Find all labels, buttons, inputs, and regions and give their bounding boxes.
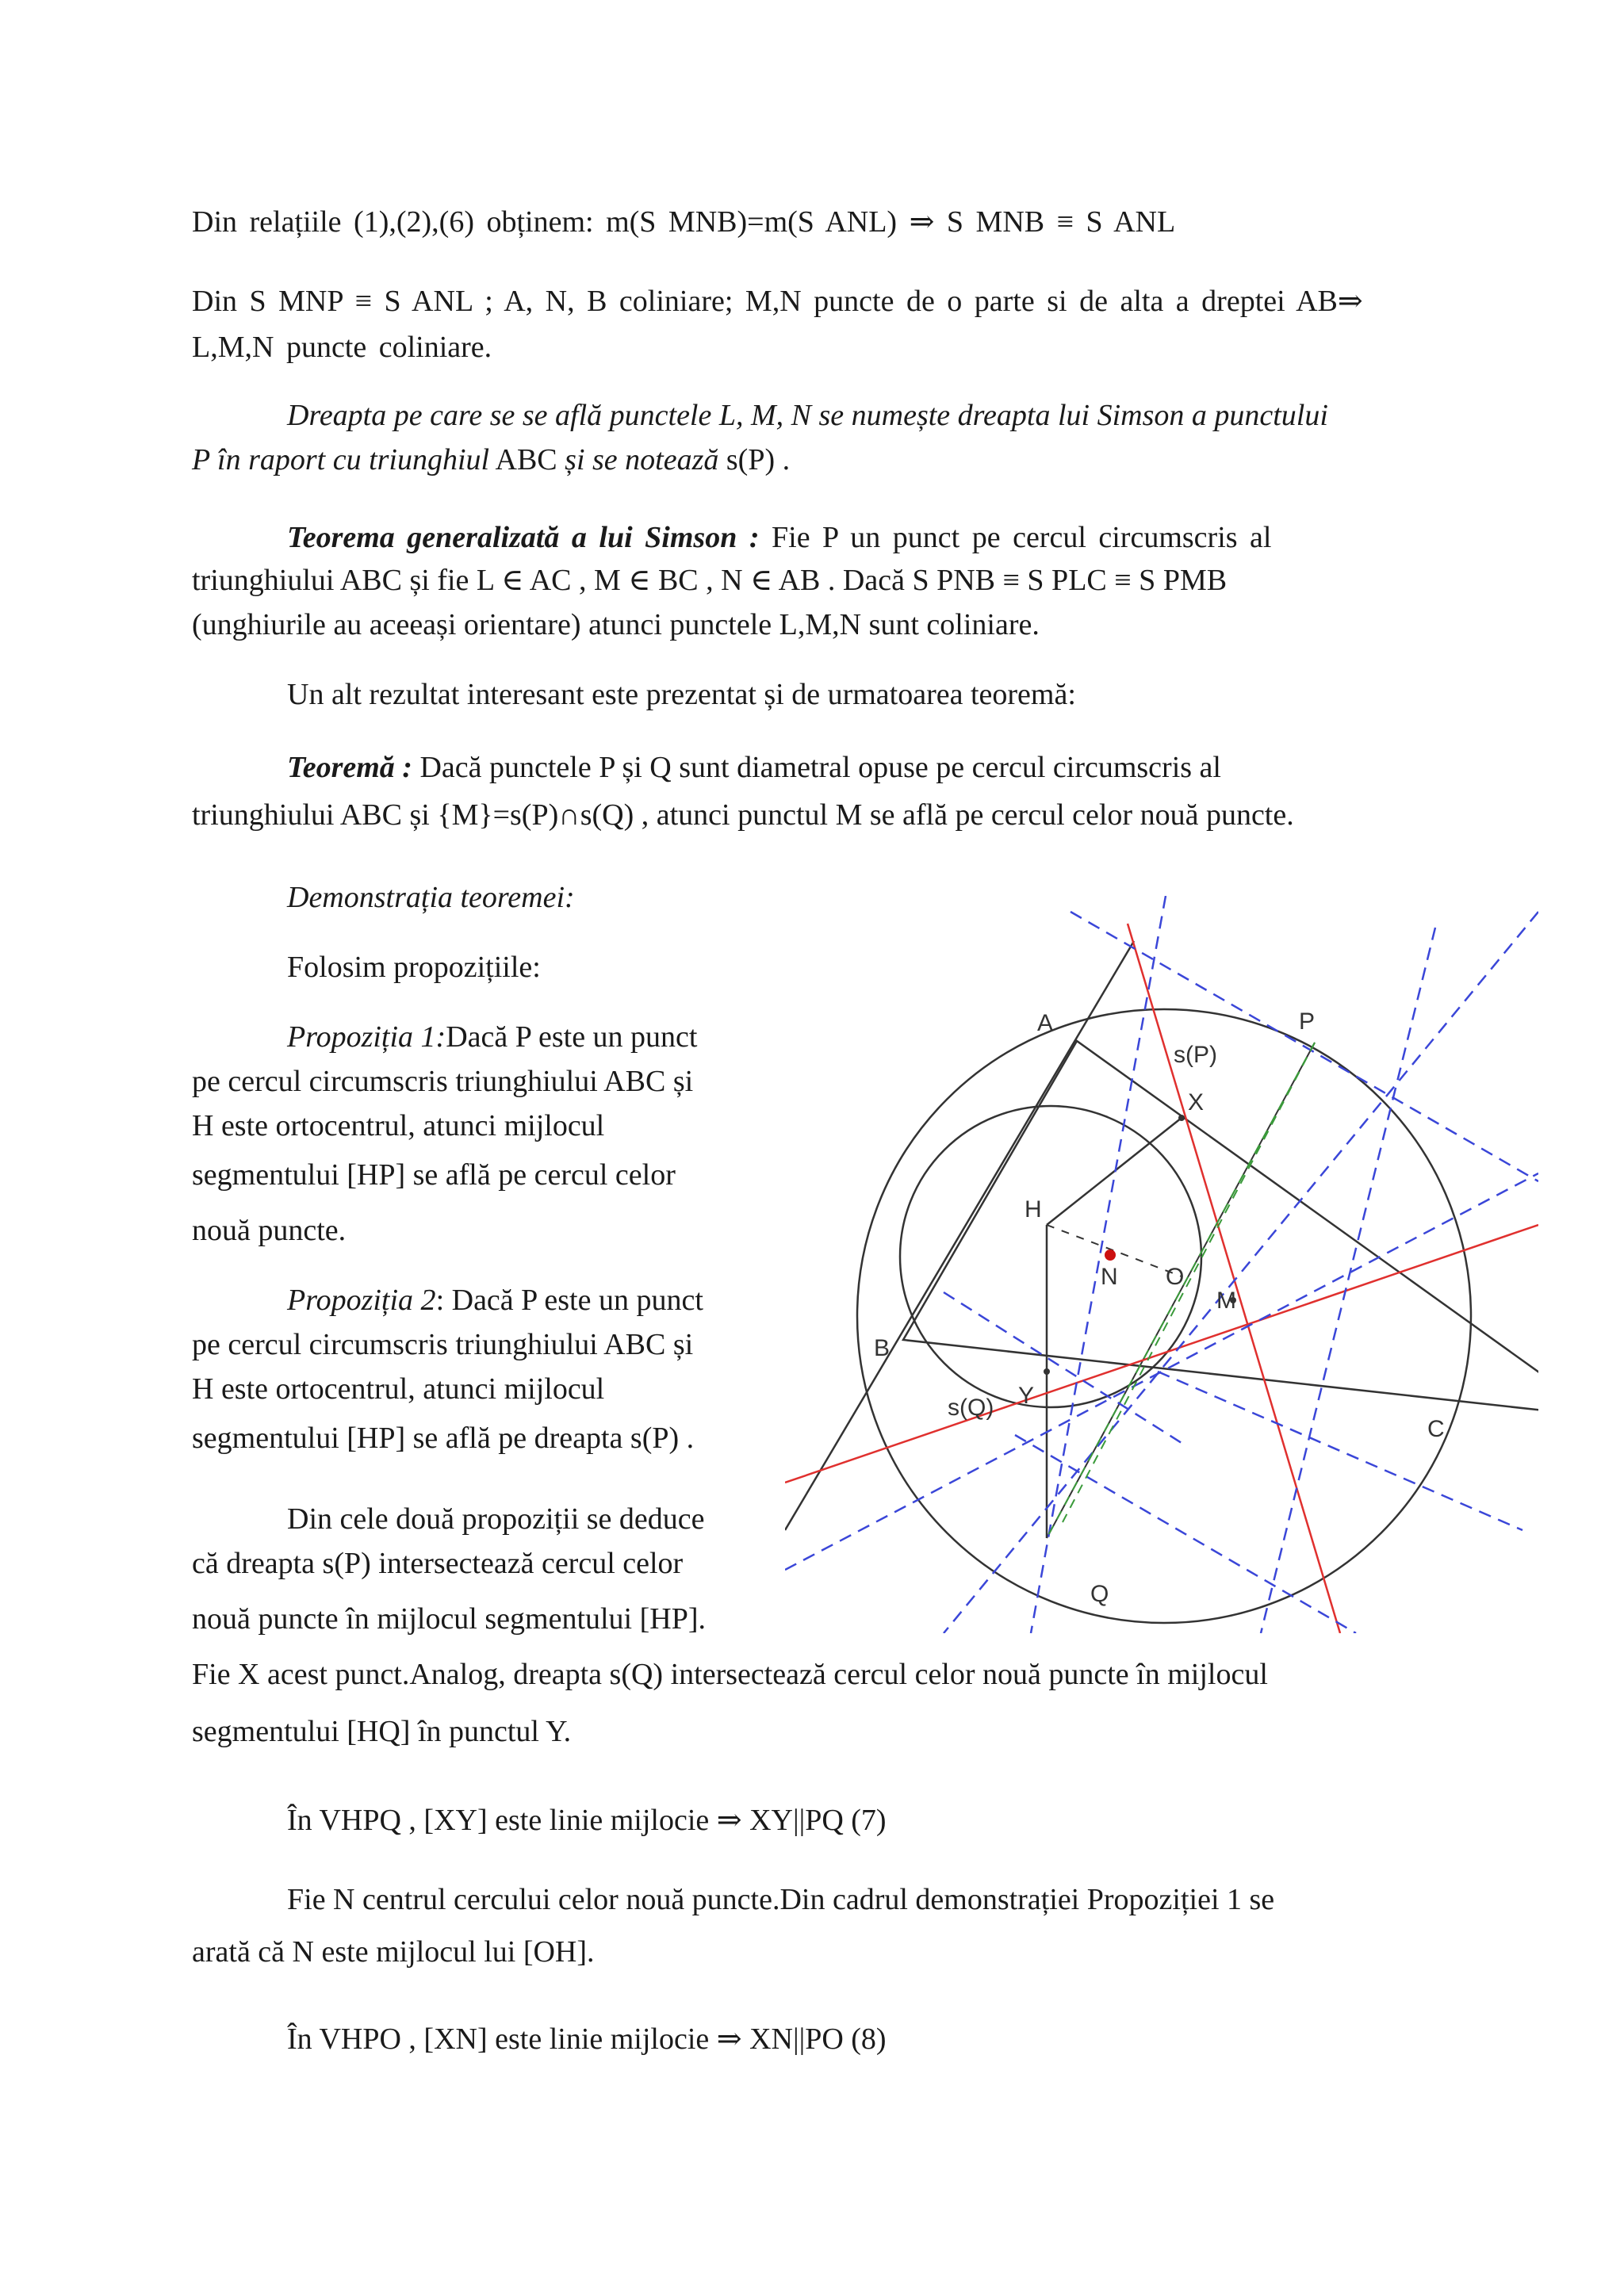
deduce-line-4: Fie X acest punct.Analog, dreapta s(Q) intersectează cercul celor nouă puncte în mijlocul — [192, 1658, 1268, 1691]
text-line-5 — [192, 438, 790, 482]
simson-figure — [785, 896, 1538, 1633]
prop2-line-1 — [287, 1278, 703, 1322]
circumcircle — [857, 1009, 1471, 1623]
text-line-7: triunghiului ABC și fie L ∈ AC , M ∈ BC , N ∈ AB . Dacă S PNB ≡ S PLC ≡ S PMB — [192, 564, 1228, 597]
deduce-line-1: Din cele două propoziții se deduce — [287, 1502, 705, 1536]
prop1-line-1 — [287, 1015, 698, 1059]
text-line-12: Demonstrația teoremei: — [287, 881, 575, 914]
theorem-title: Teorema generalizată a lui Simson : — [287, 521, 760, 554]
line-ab-extended — [785, 941, 1134, 1530]
segment-hx — [1047, 1118, 1182, 1225]
prop2-line-4: segmentului [HP] se află pe dreapta s(P) . — [192, 1422, 695, 1455]
point-n — [1105, 1249, 1116, 1261]
deduce-line-5: segmentului [HQ] în punctul Y. — [192, 1715, 572, 1748]
text-line-e3: arată că N este mijlocul lui [OH]. — [192, 1935, 595, 1969]
point-y — [1044, 1368, 1050, 1375]
prop1-line-5: nouă puncte. — [192, 1214, 347, 1247]
deduce-line-3: nouă puncte în mijlocul segmentului [HP]. — [192, 1602, 707, 1636]
label-o: O — [1166, 1264, 1185, 1290]
prop2-label: Propoziția 2 — [287, 1284, 436, 1317]
prop2-line-3: H este ortocentrul, atunci mijlocul — [192, 1372, 605, 1406]
text-line-5c: și se notează — [565, 443, 719, 476]
text-line-2: Din S MNP ≡ S ANL ; A, N, B coliniare; M,N puncte de o parte si de alta a dreptei AB⇒ — [192, 285, 1363, 318]
label-c: C — [1427, 1416, 1445, 1442]
text-line-e2: Fie N centrul cercului celor nouă puncte.Din cadrul demonstrației Propoziției 1 se — [287, 1883, 1275, 1916]
text-line-5d: s(P) . — [726, 443, 791, 476]
point-x — [1178, 1115, 1185, 1121]
triangle-abc — [903, 1041, 1538, 1417]
label-n: N — [1101, 1264, 1118, 1290]
theorem-label: Teoremă : — [287, 751, 412, 784]
prop1-line-2: pe cercul circumscris triunghiului ABC și — [192, 1065, 694, 1098]
label-p: P — [1299, 1008, 1316, 1035]
text-line-1: Din relațiile (1),(2),(6) obținem: m(S MNB)=m(S ANL) ⇒ S MNB ≡ S ANL — [192, 205, 1176, 239]
prop2-text: : Dacă P este un punct — [435, 1284, 703, 1317]
label-sq: s(Q) — [948, 1395, 994, 1421]
text-line-13: Folosim propozițiile: — [287, 951, 541, 984]
label-x: X — [1188, 1089, 1205, 1115]
label-y: Y — [1018, 1383, 1035, 1409]
eq-line-8: În VHPO , [XN] este linie mijlocie ⇒ XN||PO (8) — [287, 2022, 887, 2056]
text-line-9: Un alt rezultat interesant este prezentat și de urmatoarea teoremă: — [287, 678, 1076, 711]
prop1-text: Dacă P este un punct — [446, 1020, 698, 1054]
eq-line-7: În VHPQ , [XY] este linie mijlocie ⇒ XY||PQ (7) — [287, 1804, 887, 1837]
label-q: Q — [1090, 1581, 1109, 1607]
text-line-11: triunghiului ABC și {M}=s(P)∩s(Q) , atunci punctul M se află pe cercul celor nouă puncte. — [192, 798, 1294, 832]
prop1-label: Propoziția 1: — [287, 1020, 446, 1054]
text-line-8: (unghiurile au aceeași orientare) atunci punctele L,M,N sunt coliniare. — [192, 608, 1040, 641]
text-line-3: L,M,N puncte coliniare. — [192, 331, 492, 364]
prop1-line-3: H este ortocentrul, atunci mijlocul — [192, 1109, 605, 1142]
label-a: A — [1037, 1010, 1054, 1036]
text-line-5b: ABC — [495, 443, 557, 476]
prop2-line-2: pe cercul circumscris triunghiului ABC și — [192, 1328, 694, 1361]
deduce-line-2: că dreapta s(P) intersectează cercul celor — [192, 1547, 684, 1580]
text-line-5a: P în raport cu triunghiul — [192, 443, 490, 476]
text-line-6b: Fie P un punct pe cercul circumscris al — [772, 521, 1272, 554]
label-h: H — [1025, 1196, 1042, 1223]
text-line-10 — [287, 745, 1221, 790]
nine-point-circle — [900, 1106, 1201, 1407]
text-line-6 — [287, 515, 1271, 560]
text-line-10b: Dacă punctele P și Q sunt diametral opuse pe cercul circumscris al — [419, 751, 1221, 784]
label-m: M — [1216, 1288, 1236, 1314]
simson-line-q — [785, 1225, 1538, 1483]
text-line-4: Dreapta pe care se se află punctele L, M, N se numește dreapta lui Simson a punctului — [287, 399, 1328, 432]
prop1-line-4: segmentului [HP] se află pe cercul celor — [192, 1158, 676, 1192]
label-b: B — [874, 1335, 891, 1361]
label-sp: s(P) — [1174, 1042, 1217, 1068]
